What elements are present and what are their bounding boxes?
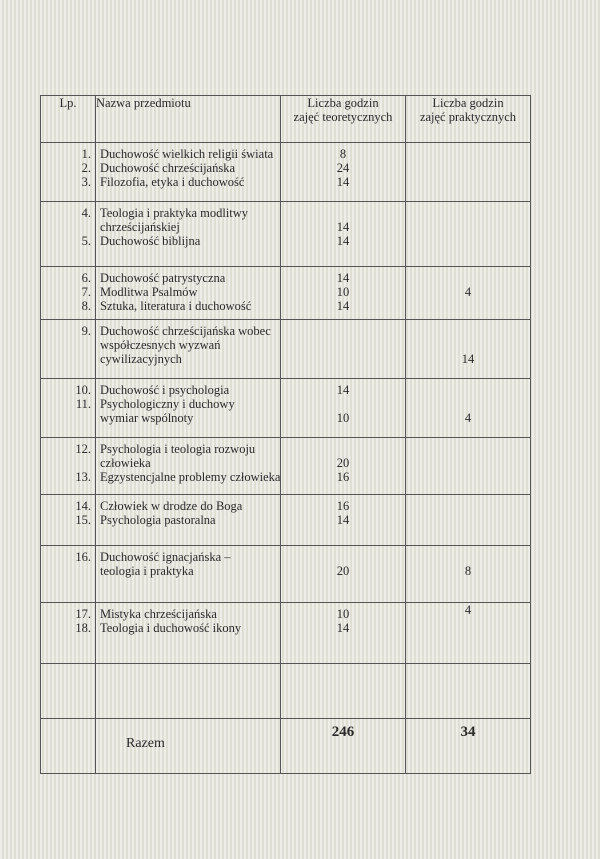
course-name: Egzystencjalne problemy człowieka [100, 470, 281, 484]
course-name: Człowiek w drodze do Boga [100, 499, 243, 513]
practical-hours-cell [406, 603, 531, 664]
theoretical-hours-cell [281, 438, 406, 495]
theoretical-hours-cell [281, 202, 406, 267]
header-theoretical-hours [281, 96, 406, 143]
table-row [41, 143, 531, 202]
course-name: Duchowość wielkich religii świata [100, 147, 274, 161]
table-row [41, 495, 531, 546]
course-name-cell [96, 143, 281, 202]
course-name: Psychologia pastoralna [100, 513, 216, 527]
lp-number: 1. [81, 147, 91, 161]
lp-cell [41, 143, 96, 202]
lp-cell [41, 320, 96, 379]
course-name: Psychologia i teologia rozwoju [100, 442, 256, 456]
hours-value: 14 [461, 352, 475, 366]
lp-number: 13. [75, 470, 91, 484]
lp-number: 3. [81, 175, 91, 189]
header-lp: Lp. [41, 96, 96, 143]
course-name-cell [96, 267, 281, 320]
table-row [41, 546, 531, 603]
course-name-cell [96, 603, 281, 664]
theoretical-hours-cell [281, 267, 406, 320]
total-label: Razem [126, 736, 165, 751]
course-name: Sztuka, literatura i duchowość [100, 299, 252, 313]
header-practical-line-1: Liczba godzin [432, 96, 504, 110]
course-name: Duchowość chrześcijańska [100, 161, 236, 175]
total-theoretical-value: 246 [331, 724, 355, 740]
course-name: Psychologiczny i duchowy [100, 397, 235, 411]
lp-number: 15. [75, 513, 91, 527]
lp-cell [41, 546, 96, 603]
theoretical-hours-cell [281, 379, 406, 438]
practical-hours-cell [406, 438, 531, 495]
header-theoretical-line-1: Liczba godzin [307, 96, 379, 110]
lp-number: 2. [81, 161, 91, 175]
theoretical-hours-cell [281, 320, 406, 379]
practical-hours-cell [406, 202, 531, 267]
hours-value: 4 [464, 285, 472, 299]
header-practical-line-2: zajęć praktycznych [419, 110, 517, 124]
table-row [41, 320, 531, 379]
course-name-cell [96, 546, 281, 603]
header-practical-hours [406, 96, 531, 143]
course-name: Duchowość i psychologia [100, 383, 230, 397]
lp-number: 17. [75, 607, 91, 621]
table-row [41, 202, 531, 267]
course-hours-table [40, 95, 531, 774]
course-name: współczesnych wyzwań [100, 338, 221, 352]
course-name: cywilizacyjnych [100, 352, 182, 366]
hours-value: 10 [336, 607, 350, 621]
course-name-cell [96, 438, 281, 495]
theoretical-hours-cell [281, 143, 406, 202]
total-theoretical-cell [281, 719, 406, 774]
lp-number: 4. [81, 206, 91, 220]
header-theoretical-line-2: zajęć teoretycznych [293, 110, 393, 124]
hours-value: 14 [336, 383, 350, 397]
hours-value: 14 [336, 175, 350, 189]
lp-number: 14. [75, 499, 91, 513]
lp-number: 8. [81, 299, 91, 313]
course-name: Teologia i praktyka modlitwy [100, 206, 249, 220]
course-name: wymiar wspólnoty [100, 411, 194, 425]
practical-hours-cell [406, 267, 531, 320]
course-name: Duchowość biblijna [100, 234, 201, 248]
course-name: człowieka [100, 456, 151, 470]
course-name-cell [96, 202, 281, 267]
lp-number: 9. [81, 324, 91, 338]
course-name: Filozofia, etyka i duchowość [100, 175, 245, 189]
lp-number: 11. [75, 397, 91, 411]
lp-number: 16. [75, 550, 91, 564]
lp-number: 18. [75, 621, 91, 635]
practical-hours-cell [406, 143, 531, 202]
course-name: Teologia i duchowość ikony [100, 621, 242, 635]
lp-number: 10. [75, 383, 91, 397]
total-practical-cell [406, 719, 531, 774]
practical-hours-cell [406, 495, 531, 546]
hours-value: 24 [336, 161, 350, 175]
course-name: chrześcijańskiej [100, 220, 180, 234]
table-row [41, 267, 531, 320]
hours-value: 14 [336, 220, 350, 234]
table-row [41, 438, 531, 495]
lp-cell [41, 438, 96, 495]
hours-value: 10 [336, 285, 350, 299]
course-name: teologia i praktyka [100, 564, 194, 578]
lp-number: 7. [81, 285, 91, 299]
lp-cell [41, 267, 96, 320]
hours-value: 14 [336, 271, 350, 285]
table-row [41, 603, 531, 664]
hours-value: 14 [336, 513, 350, 527]
practical-hours-cell [406, 379, 531, 438]
course-name-cell [96, 379, 281, 438]
table-row [41, 379, 531, 438]
hours-value: 8 [464, 564, 472, 578]
lp-cell [41, 202, 96, 267]
lp-number: 5. [81, 234, 91, 248]
practical-hours-cell [406, 546, 531, 603]
course-name: Mistyka chrześcijańska [100, 607, 217, 621]
header-course-name: Nazwa przedmiotu [96, 96, 281, 143]
hours-value: 20 [336, 456, 350, 470]
course-name: Modlitwa Psalmów [100, 285, 198, 299]
hours-value: 16 [336, 499, 350, 513]
hours-value: 16 [336, 470, 350, 484]
theoretical-hours-cell [281, 546, 406, 603]
hours-value: 4 [464, 411, 472, 425]
empty-row [41, 664, 531, 719]
hours-value: 8 [339, 147, 347, 161]
lp-cell [41, 379, 96, 438]
hours-value: 20 [336, 564, 350, 578]
theoretical-hours-cell [281, 603, 406, 664]
course-name: Duchowość chrześcijańska wobec [100, 324, 271, 338]
total-practical-value: 34 [460, 724, 476, 740]
hours-value: 14 [336, 299, 350, 313]
course-name: Duchowość patrystyczna [100, 271, 226, 285]
course-name: Duchowość ignacjańska – [100, 550, 231, 564]
lp-cell [41, 495, 96, 546]
lp-number: 12. [75, 442, 91, 456]
hours-value: 14 [336, 234, 350, 248]
course-name-cell [96, 320, 281, 379]
total-row [41, 719, 531, 774]
practical-hours-cell [406, 320, 531, 379]
hours-value: 10 [336, 411, 350, 425]
theoretical-hours-cell [281, 495, 406, 546]
hours-value: 14 [336, 621, 350, 635]
lp-number: 6. [81, 271, 91, 285]
course-name-cell [96, 495, 281, 546]
lp-cell [41, 603, 96, 664]
hours-value: 4 [464, 603, 472, 617]
table-header-row [41, 96, 531, 143]
total-label-cell [96, 719, 281, 774]
